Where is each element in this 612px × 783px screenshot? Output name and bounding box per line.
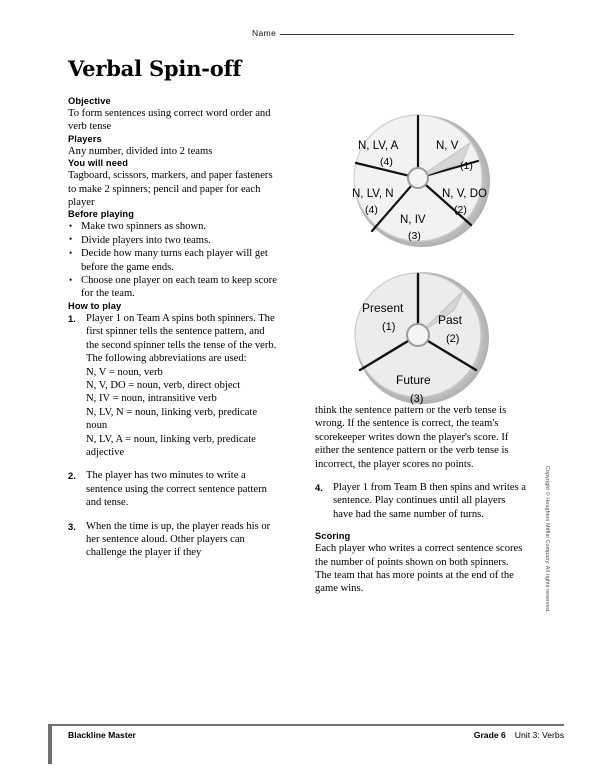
objective-text: To form sentences using correct word order and verb tense — [68, 108, 271, 133]
name-field-row — [252, 28, 514, 38]
spinner2-sector-points-1: (2) — [446, 333, 460, 345]
right-column — [315, 404, 527, 596]
verb-tense-spinner-figure — [336, 262, 504, 410]
before-playing-list — [68, 220, 280, 300]
abbreviation-line: N, V, DO = noun, verb, direct object — [86, 379, 241, 391]
players-heading: Players — [68, 133, 102, 144]
spinner1-sector-points-3: (4) — [365, 204, 378, 216]
before-playing-heading: Before playing — [68, 209, 134, 220]
footer-meta — [474, 730, 564, 740]
list-item: • Divide players into two teams. — [68, 234, 280, 247]
spinner1-sector-label-0: N, V — [436, 140, 459, 152]
players-text: Any number, divided into 2 teams — [68, 145, 213, 157]
step-number: 4. — [315, 482, 323, 494]
objective-heading: Objective — [68, 96, 111, 106]
abbreviation-line: N, IV = noun, intransitive verb — [86, 393, 217, 405]
step-text: The player has two minutes to write a sentence using the correct sentence pattern and tense. — [86, 470, 267, 509]
step-2 — [68, 469, 280, 509]
spinner1-sector-points-2: (3) — [408, 230, 421, 242]
spinner-hub — [408, 168, 428, 188]
step-text: Player 1 on Team A spins both spinners. The first spinner tells the sentence pattern, and the second spinner tells the tense of the verb. The following abbreviations are used: — [86, 312, 277, 365]
spinner2-sector-label-0: Present — [362, 301, 404, 315]
abbreviation-line: N, LV, N = noun, linking verb, predicate noun — [86, 406, 260, 432]
copyright-notice: Copyright © Houghton Mifflin Company. All rights reserved. — [544, 466, 550, 613]
sentence-pattern-spinner-figure — [332, 101, 508, 258]
how-to-play-heading: How to play — [68, 300, 122, 311]
you-will-need-text: Tagboard, scissors, markers, and paper fasteners to make 2 spinners; pencil and paper for each player — [68, 170, 273, 209]
list-item: • Decide how many turns each player will get before the game ends. — [68, 247, 280, 274]
footer-left-bar — [48, 726, 52, 764]
name-label: Name — [252, 28, 277, 38]
spinner1-sector-label-1: N, V, DO — [442, 188, 487, 200]
spinner2-sector-label-1: Past — [438, 313, 463, 327]
step-number: 2. — [68, 470, 76, 482]
spinner1-sector-label-2: N, IV — [400, 214, 426, 226]
abbreviation-list — [86, 366, 280, 460]
footer-unit: Unit 3: Verbs — [514, 730, 564, 740]
spinner1-sector-points-1: (2) — [454, 204, 467, 216]
spinner2-sector-points-0: (1) — [382, 321, 396, 333]
step-3 — [68, 520, 280, 560]
page-title: Verbal Spin-off — [68, 56, 242, 81]
spinner1-sector-label-4: N, LV, A — [358, 140, 399, 152]
scoring-heading: Scoring — [315, 531, 351, 542]
scoring-text: Each player who writes a correct sentence scores the number of points shown on both spinners. The team that has more points at the end of the game wins. — [315, 543, 523, 595]
how-to-play-steps — [68, 312, 280, 560]
footer-divider — [48, 724, 564, 726]
step-3-continuation: think the sentence pattern or the verb tense is wrong. If the sentence is correct, the team's scorekeeper writes down the player's score. If either the sentence pattern or the verb tense is incorrect, the player scores no points. — [315, 405, 509, 470]
list-item: • Make two spinners as shown. — [68, 220, 280, 233]
step-text: Player 1 from Team B then spins and writes a sentence. Play continues until all players have had the same number of turns. — [333, 482, 526, 520]
spinner-hub — [407, 324, 429, 346]
spinner2-sector-points-2: (3) — [410, 393, 424, 405]
list-item: • Choose one player on each team to keep score for the team. — [68, 274, 280, 301]
you-will-need-heading: You will need — [68, 158, 129, 169]
abbreviation-line: N, LV, A = noun, linking verb, predicate adjective — [86, 433, 259, 458]
spinner1-sector-label-3: N, LV, N — [352, 188, 394, 200]
spinner1-sector-points-4: (4) — [380, 156, 393, 168]
abbreviation-line: N, V = noun, verb — [86, 366, 163, 378]
name-write-line[interactable] — [280, 34, 514, 35]
left-column — [68, 96, 280, 570]
step-4 — [315, 481, 527, 521]
footer-blackline-master: Blackline Master — [68, 730, 136, 740]
spinner1-sector-points-0: (1) — [460, 160, 473, 172]
footer-grade: Grade 6 — [473, 730, 506, 740]
step-number: 1. — [68, 312, 76, 324]
step-text: When the time is up, the player reads his or her sentence aloud. Other players can challenge the player if they — [86, 520, 271, 559]
step-number: 3. — [68, 520, 76, 532]
spinner2-sector-label-2: Future — [396, 373, 431, 387]
step-1 — [68, 312, 280, 459]
